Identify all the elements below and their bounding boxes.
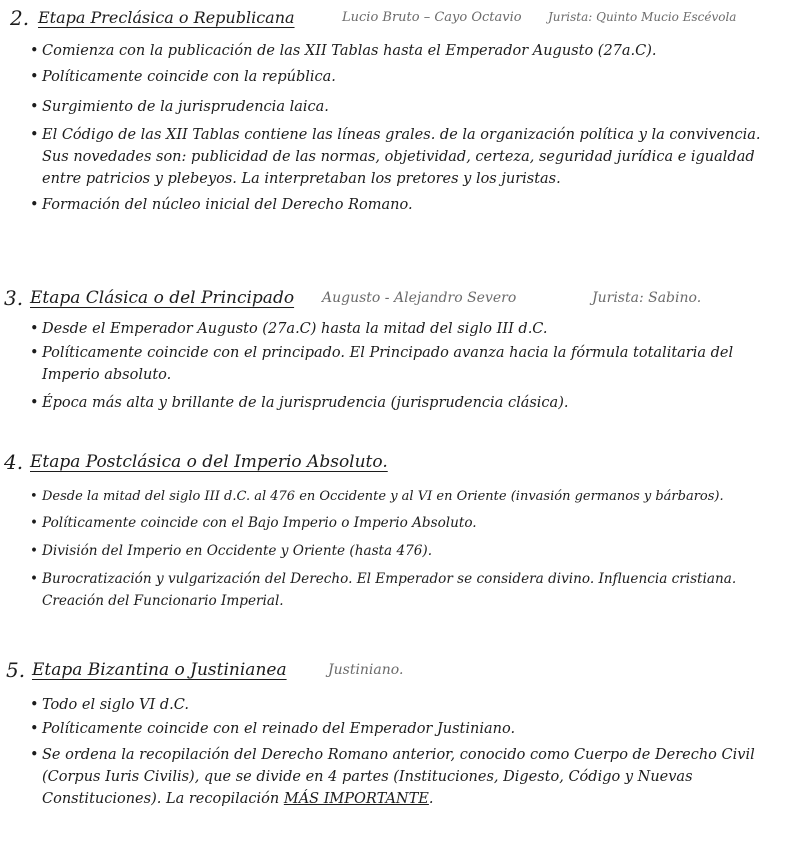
section-title: Etapa Preclásica o Republicana	[38, 8, 295, 27]
section-header	[0, 4, 788, 32]
list-item: • Época más alta y brillante de la jurisprudencia (jurisprudencia clásica).	[0, 392, 788, 414]
section-postclasica	[0, 448, 788, 614]
bullet-list	[0, 40, 788, 216]
list-item: • Comienza con la publicación de las XII Tablas hasta el Emperador Augusto (27a.C).	[0, 40, 788, 62]
list-item: • El Código de las XII Tablas contiene las líneas grales. de la organización política y la convivencia. Sus novedades son: publicidad de las normas, objetividad, certeza, seguridad jurídica e igualdad entre patricios y plebeyos. La interpretaban los pretores y los juristas.	[0, 124, 788, 190]
section-number: 3.	[4, 286, 24, 310]
section-emperors: Augusto - Alejandro Severo	[322, 290, 517, 306]
section-number: 5.	[6, 658, 26, 682]
list-item: • Políticamente coincide con la república.	[0, 66, 788, 88]
section-number: 2.	[10, 6, 30, 30]
bullet-list	[0, 694, 788, 810]
bullet-end: .	[428, 791, 434, 807]
section-preclasica	[0, 4, 788, 218]
section-clasica	[0, 284, 788, 416]
list-item: • Políticamente coincide con el Bajo Imperio o Imperio Absoluto.	[0, 512, 788, 534]
bullet-list	[0, 318, 788, 414]
section-header	[0, 284, 788, 312]
list-item: • Formación del núcleo inicial del Derecho Romano.	[0, 194, 788, 216]
list-item: • División del Imperio en Occidente y Oriente (hasta 476).	[0, 540, 788, 562]
section-number: 4.	[4, 450, 24, 474]
list-item: • Todo el siglo VI d.C.	[0, 694, 788, 716]
list-item: • Desde la mitad del siglo III d.C. al 476 en Occidente y al VI en Oriente (invasión germanos y bárbaros).	[0, 486, 788, 508]
section-emperors: Lucio Bruto – Cayo Octavio	[342, 10, 522, 25]
section-jurist: Jurista: Sabino.	[592, 290, 702, 306]
list-item: • Políticamente coincide con el principado. El Principado avanza hacia la fórmula totalitaria del Imperio absoluto.	[0, 342, 788, 386]
section-emperors: Justiniano.	[328, 662, 404, 678]
list-item	[0, 744, 788, 810]
section-bizantina	[0, 656, 788, 812]
bullet-text: Se ordena la recopilación del Derecho Romano anterior, conocido como Cuerpo de Derecho Civil (Corpus Iuris Civilis), que se divide en 4 partes (Instituciones, Digesto, Código y Nuevas Constituciones). La recopilación	[42, 747, 755, 807]
list-item: • Políticamente coincide con el reinado del Emperador Justiniano.	[0, 718, 788, 740]
section-header	[0, 448, 788, 476]
emphasis-text: MÁS IMPORTANTE	[283, 791, 429, 807]
list-item: • Desde el Emperador Augusto (27a.C) hasta la mitad del siglo III d.C.	[0, 318, 788, 340]
bullet-list	[0, 486, 788, 612]
section-header	[0, 656, 788, 684]
section-title: Etapa Clásica o del Principado	[30, 288, 295, 308]
section-title: Etapa Bizantina o Justinianea	[32, 660, 287, 680]
list-item: • Burocratización y vulgarización del Derecho. El Emperador se considera divino. Influencia cristiana. Creación del Funcionario Imperial.	[0, 568, 788, 612]
list-item: • Surgimiento de la jurisprudencia laica.	[0, 96, 788, 118]
section-title: Etapa Postclásica o del Imperio Absoluto.	[30, 452, 388, 472]
section-jurist: Jurista: Quinto Mucio Escévola	[548, 10, 737, 24]
